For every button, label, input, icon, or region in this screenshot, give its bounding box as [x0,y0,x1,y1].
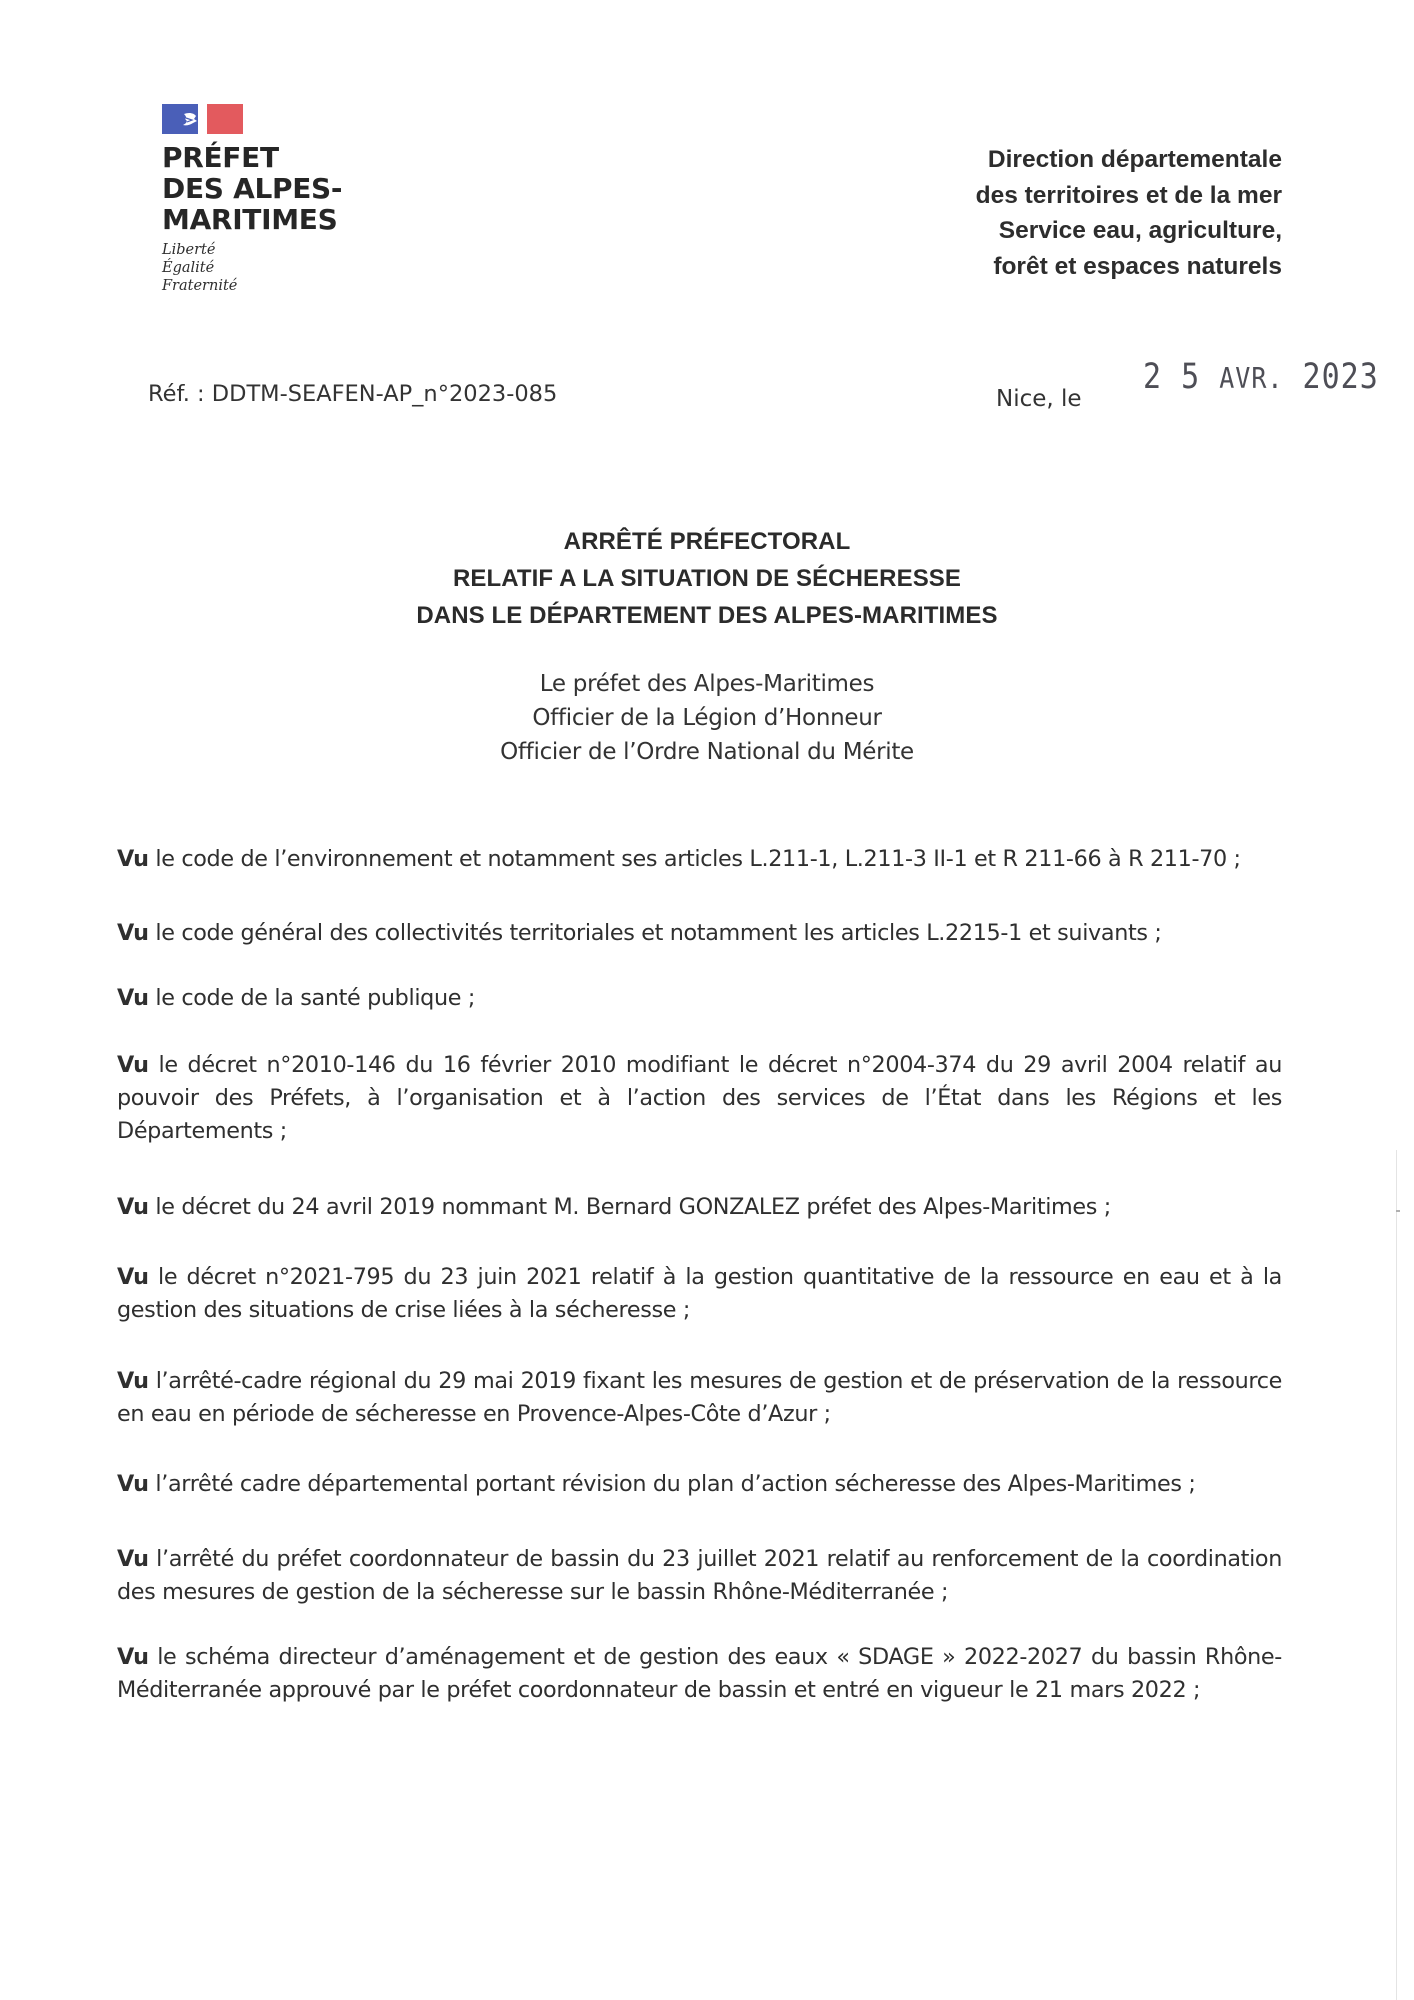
marianne-flag-icon [162,104,243,134]
vu-lead-word: Vu [117,1052,149,1078]
prefecture-logo [162,104,382,295]
logo-title-line: MARITIMES [162,203,338,236]
service-line: Direction départementale [987,146,1282,173]
considerant-item [117,1261,1282,1327]
scan-edge-line [1396,1150,1397,2000]
motto-line: Fraternité [162,278,238,294]
considerant-item [117,982,1282,1015]
vu-lead-word: Vu [117,920,149,946]
vu-lead-word: Vu [117,1264,149,1290]
considerant-text: le décret n°2010-146 du 16 février 2010 modifiant le décret n°2004-374 du 29 avril 2004 relatif au pouvoir des Préfets, à l’organisation et à l’action des services de l’État dans les Régions et les Départements ; [117,1052,1282,1144]
logo-title-line: PRÉFET [162,141,279,174]
considerant-item [117,1543,1282,1609]
considerant-text: l’arrêté cadre départemental portant révision du plan d’action sécheresse des Alpes-Maritimes ; [148,1471,1196,1497]
considerant-item [117,1641,1282,1707]
considerant-text: le décret n°2021-795 du 23 juin 2021 relatif à la gestion quantitative de la ressource en eau et à la gestion des situations de crise liées à la sécheresse ; [117,1264,1282,1323]
logo-title-line: DES ALPES- [162,172,343,205]
flag-red-band [207,104,243,134]
date-stamp-year: 2023 [1302,357,1379,398]
place-label: Nice, le [996,386,1082,412]
service-line: des territoires et de la mer [975,181,1282,209]
document-reference: Réf. : DDTM-SEAFEN-AP_n°2023-085 [148,381,558,407]
issuing-service [976,142,1282,284]
vu-lead-word: Vu [117,1194,149,1220]
considerant-text: le code général des collectivités territoriales et notamment les articles L.2215-1 et suivants ; [148,920,1162,946]
marianne-profile-icon [180,110,206,130]
title-line: RELATIF A LA SITUATION DE SÉCHERESSE [452,565,962,592]
considerant-item [117,1049,1282,1148]
vu-lead-word: Vu [117,1644,149,1670]
decree-title [0,523,1414,634]
scan-mark [1396,1210,1400,1212]
considerant-text: le code de l’environnement et notamment ses articles L.211-1, L.211-3 II-1 et R 211-66 à R 211-70 ; [148,846,1241,872]
considerant-text: le schéma directeur d’aménagement et de gestion des eaux « SDAGE » 2022-2027 du bassin Rhône-Méditerranée approuvé par le préfet coordonnateur de bassin et entré en vigueur le 21 mars 2022 ; [117,1644,1282,1703]
date-stamp-day: 2 5 [1143,357,1201,398]
service-line: forêt et espaces naturels [993,252,1282,280]
vu-lead-word: Vu [117,1368,149,1394]
logo-title [162,142,382,235]
date-stamp-month: AVR. [1219,361,1284,395]
considerant-item [117,1365,1282,1431]
prefect-line: Officier de l’Ordre National du Mérite [500,739,914,765]
considerant-item [117,1191,1282,1224]
considerant-text: le décret du 24 avril 2019 nommant M. Bernard GONZALEZ préfet des Alpes-Maritimes ; [148,1194,1111,1220]
title-line: ARRÊTÉ PRÉFECTORAL [563,528,851,555]
prefect-titles [0,667,1414,769]
considerants-list [117,843,1282,1707]
vu-lead-word: Vu [117,985,149,1011]
considerant-item [117,1468,1282,1501]
prefect-line: Le préfet des Alpes-Maritimes [539,671,875,697]
vu-lead-word: Vu [117,1471,149,1497]
motto-line: Égalité [162,260,215,276]
considerant-item [117,843,1282,876]
vu-lead-word: Vu [117,846,149,872]
considerant-text: l’arrêté du préfet coordonnateur de bassin du 23 juillet 2021 relatif au renforcement de la coordination des mesures de gestion de la sécheresse sur le bassin Rhône-Méditerranée ; [117,1546,1282,1605]
vu-lead-word: Vu [117,1546,149,1572]
considerant-text: l’arrêté-cadre régional du 29 mai 2019 fixant les mesures de gestion et de préservation de la ressource en eau en période de sécheresse en Provence-Alpes-Côte d’Azur ; [117,1368,1282,1427]
considerant-text: le code de la santé publique ; [148,985,476,1011]
prefect-line: Officier de la Légion d’Honneur [532,705,882,731]
date-stamp [1143,357,1379,397]
title-line: DANS LE DÉPARTEMENT DES ALPES-MARITIMES [416,602,998,629]
republic-motto [162,241,382,295]
motto-line: Liberté [162,242,216,258]
service-line: Service eau, agriculture, [998,217,1282,244]
considerant-item [117,917,1282,950]
